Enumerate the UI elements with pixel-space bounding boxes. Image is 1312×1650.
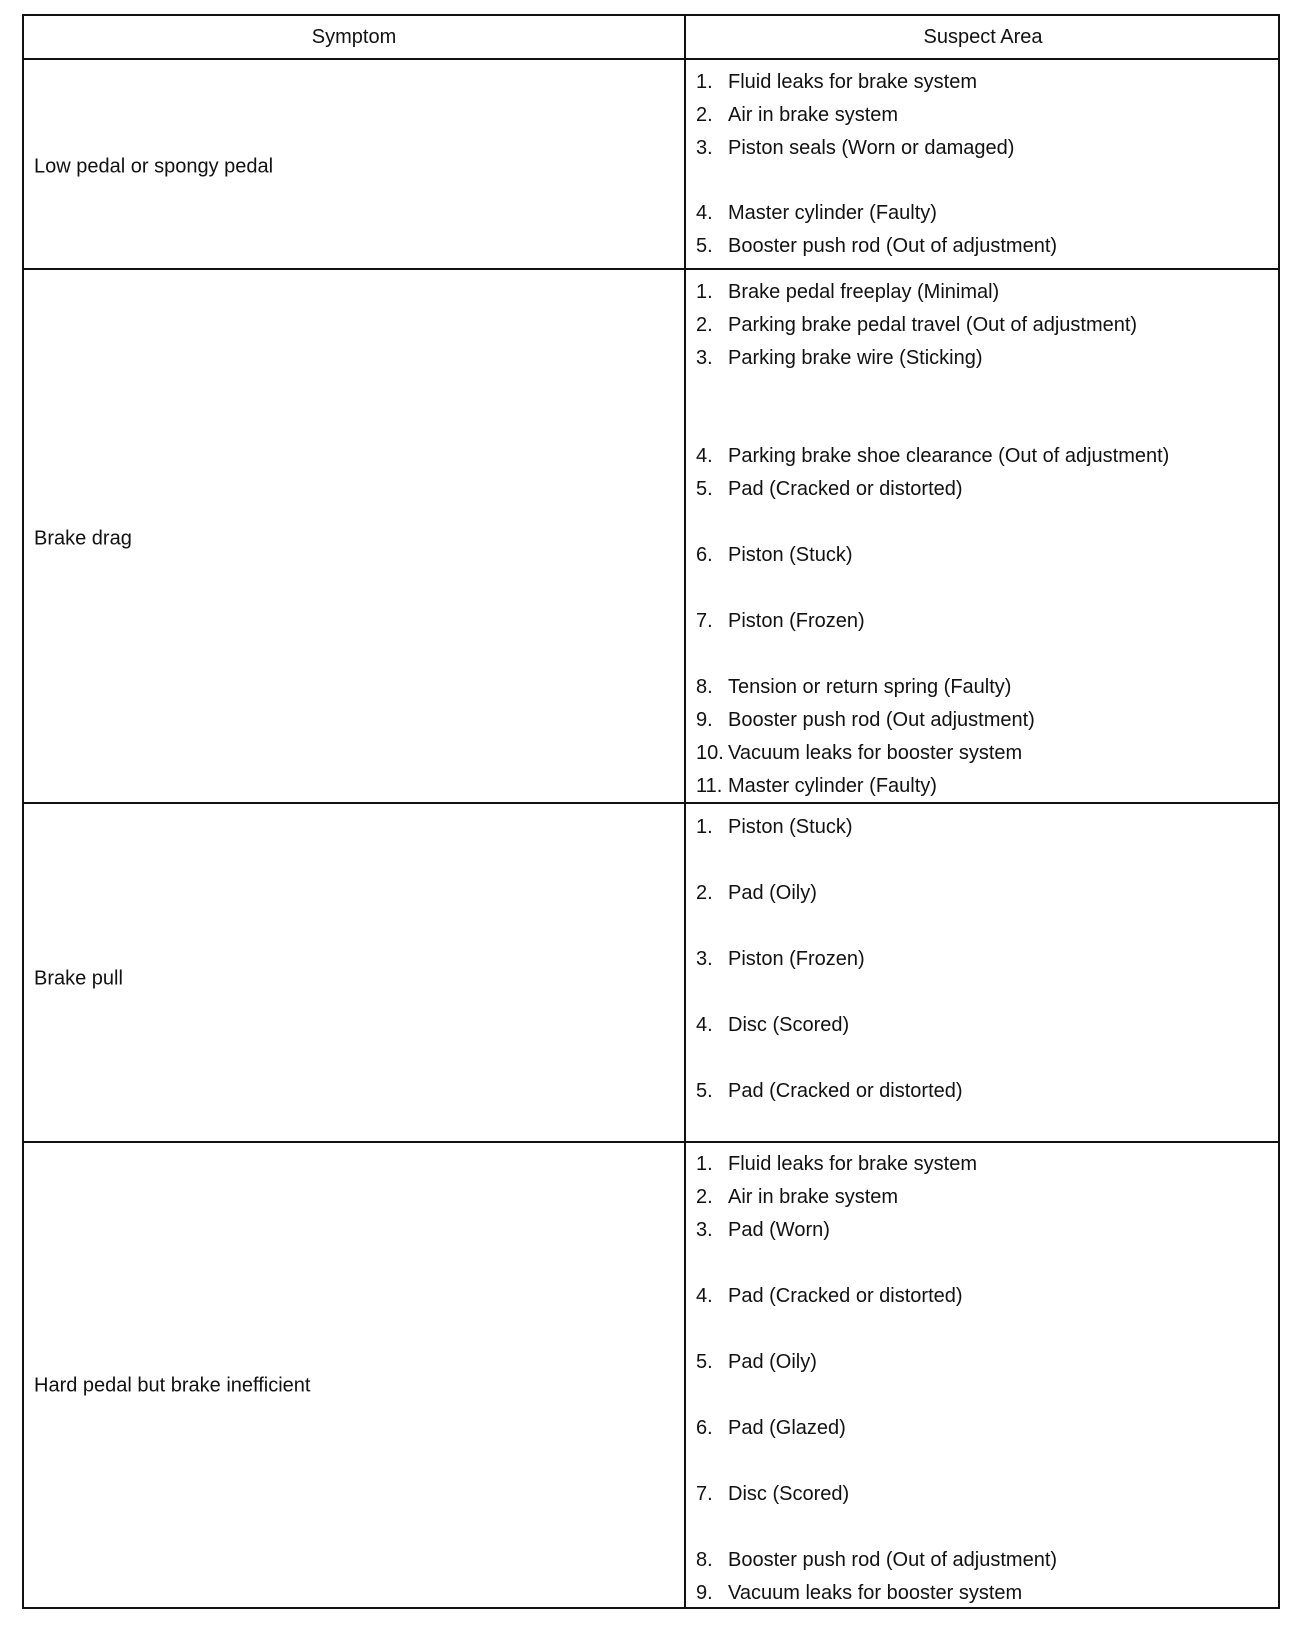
suspect-item: 2. Air in brake system	[696, 1186, 899, 1208]
column-divider	[684, 16, 686, 1607]
suspect-item: 3. Piston seals (Worn or damaged)	[696, 137, 1015, 159]
suspect-item: 2. Air in brake system	[696, 104, 899, 126]
suspect-item: 6. Piston (Stuck)	[696, 544, 853, 566]
suspect-item: 1. Fluid leaks for brake system	[696, 71, 977, 93]
suspect-item: 7. Disc (Scored)	[696, 1483, 850, 1505]
symptom-low-pedal: Low pedal or spongy pedal	[34, 155, 274, 178]
suspect-item: 3. Piston (Frozen)	[696, 948, 865, 970]
suspect-item: 4. Parking brake shoe clearance (Out of adjustment)	[696, 445, 1170, 467]
header-symptom: Symptom	[311, 26, 397, 48]
suspect-item: 3. Parking brake wire (Sticking)	[696, 347, 983, 369]
suspect-item: 8. Booster push rod (Out of adjustment)	[696, 1549, 1058, 1571]
suspect-item: 1. Brake pedal freeplay (Minimal)	[696, 281, 1000, 303]
suspect-item: 4. Disc (Scored)	[696, 1014, 850, 1036]
suspect-item: 1. Fluid leaks for brake system	[696, 1153, 977, 1175]
suspect-item: 4. Master cylinder (Faulty)	[696, 202, 937, 224]
suspect-item: 7. Piston (Frozen)	[696, 610, 865, 632]
suspect-item: 5. Pad (Oily)	[696, 1351, 817, 1373]
suspect-item: 2. Pad (Oily)	[696, 882, 817, 904]
symptom-brake-drag: Brake drag	[34, 527, 132, 550]
suspect-item: 9. Vacuum leaks for booster system	[696, 1582, 1023, 1604]
suspect-item: 3. Pad (Worn)	[696, 1219, 830, 1241]
suspect-item: 1. Piston (Stuck)	[696, 816, 853, 838]
symptom-hard-pedal: Hard pedal but brake inefficient	[34, 1374, 311, 1397]
row-divider	[24, 1141, 1278, 1143]
suspect-item: 8. Tension or return spring (Faulty)	[696, 676, 1012, 698]
suspect-item: 2. Parking brake pedal travel (Out of adjustment)	[696, 314, 1138, 336]
suspect-item: 10. Vacuum leaks for booster system	[696, 742, 1023, 764]
suspect-item: 5. Booster push rod (Out of adjustment)	[696, 235, 1058, 257]
suspect-item: 5. Pad (Cracked or distorted)	[696, 1080, 963, 1102]
header-suspect-area: Suspect Area	[923, 26, 1043, 48]
row-divider	[24, 268, 1278, 270]
suspect-item: 4. Pad (Cracked or distorted)	[696, 1285, 963, 1307]
suspect-item: 11. Master cylinder (Faulty)	[696, 775, 937, 797]
symptom-brake-pull: Brake pull	[34, 967, 123, 990]
header-divider	[24, 58, 1278, 60]
suspect-item: 6. Pad (Glazed)	[696, 1417, 846, 1439]
troubleshooting-table	[22, 14, 1280, 1609]
suspect-item: 5. Pad (Cracked or distorted)	[696, 478, 963, 500]
suspect-item: 9. Booster push rod (Out adjustment)	[696, 709, 1035, 731]
row-divider	[24, 802, 1278, 804]
